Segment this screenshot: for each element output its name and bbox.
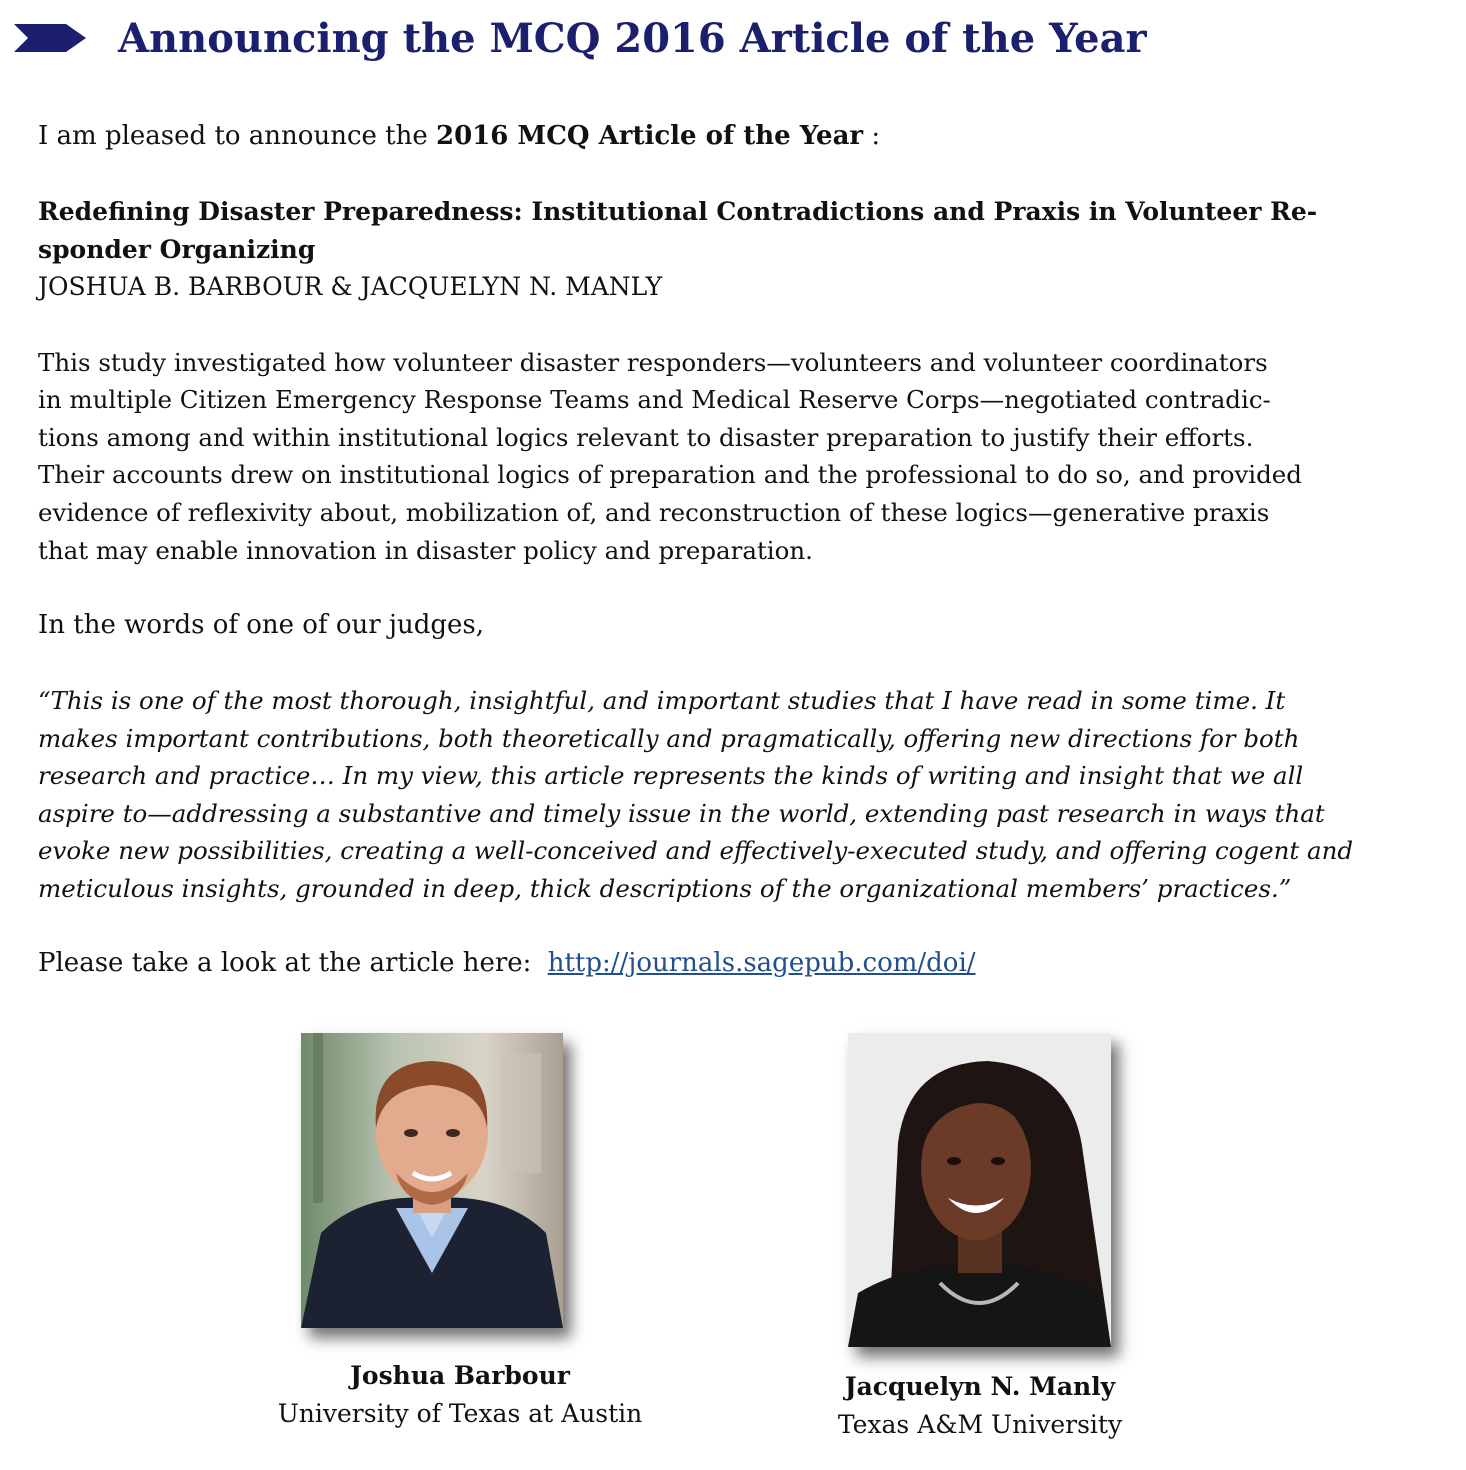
article-title-line-1: Redefining Disaster Preparedness: Institutional Contradictions and Praxis in Volunteer Re- — [38, 197, 1318, 227]
judge-quote-line: makes important contributions, both theoretically and pragmatically, offering new directions for both — [38, 723, 1300, 753]
abstract-line: Their accounts drew on institutional logics of preparation and the professional to do so, and provided — [38, 460, 1302, 490]
abstract-line: This study investigated how volunteer disaster responders—volunteers and volunteer coordinators — [38, 347, 1268, 377]
person-affiliation: Texas A&M University — [837, 1410, 1123, 1439]
cta-line — [38, 945, 1438, 983]
abstract-line: in multiple Citizen Emergency Response Teams and Medical Reserve Corps—negotiated contradic- — [38, 385, 1271, 415]
abstract-line: evidence of reflexivity about, mobilization of, and reconstruction of these logics—generative praxis — [38, 497, 1270, 527]
person-caption — [240, 1357, 680, 1433]
intro-highlight: 2016 MCQ Article of the Year — [436, 121, 864, 151]
person-photo-icon — [848, 1033, 1111, 1347]
article-authors: JOSHUA B. BARBOUR & JACQUELYN N. MANLY — [38, 272, 663, 302]
intro-suffix: : — [863, 121, 881, 151]
intro-prefix: I am pleased to announce the — [38, 121, 436, 151]
abstract-line: tions among and within institutional logics relevant to disaster preparation to justify their efforts. — [38, 422, 1254, 452]
page-title: Announcing the MCQ 2016 Article of the Year — [118, 14, 1147, 62]
article-title-line-2: sponder Organizing — [38, 234, 316, 264]
judge-quote-line: meticulous insights, grounded in deep, thick descriptions of the organizational members’ practices.” — [38, 873, 1292, 903]
cta-text: Please take a look at the article here: — [38, 948, 540, 979]
person-name: Joshua Barbour — [350, 1361, 570, 1390]
abstract-line: that may enable innovation in disaster policy and preparation. — [38, 535, 813, 565]
header — [14, 8, 1147, 68]
person-affiliation: University of Texas at Austin — [277, 1399, 643, 1428]
person-caption — [760, 1368, 1200, 1444]
judge-quote-line: evoke new possibilities, creating a well-conceived and effectively-executed study, and offering cogent and — [38, 836, 1354, 866]
person-photo-icon — [301, 1033, 563, 1328]
photo-jacquelyn-manly — [848, 1033, 1111, 1347]
person-name: Jacquelyn N. Manly — [844, 1372, 1116, 1401]
intro-line — [38, 118, 1438, 156]
photo-joshua-barbour — [301, 1033, 563, 1328]
article-link[interactable]: http://journals.sagepub.com/doi/ — [547, 948, 976, 979]
judge-quote-line: “This is one of the most thorough, insightful, and important studies that I have read in some time. It — [38, 685, 1286, 715]
arrow-right-icon — [14, 24, 86, 52]
judges-intro: In the words of one of our judges, — [38, 609, 485, 640]
judge-quote-line: research and practice… In my view, this article represents the kinds of writing and insight that we all — [38, 761, 1304, 791]
judge-quote-line: aspire to—addressing a substantive and timely issue in the world, extending past research in ways that — [38, 798, 1325, 828]
announcement-body — [38, 118, 1438, 983]
